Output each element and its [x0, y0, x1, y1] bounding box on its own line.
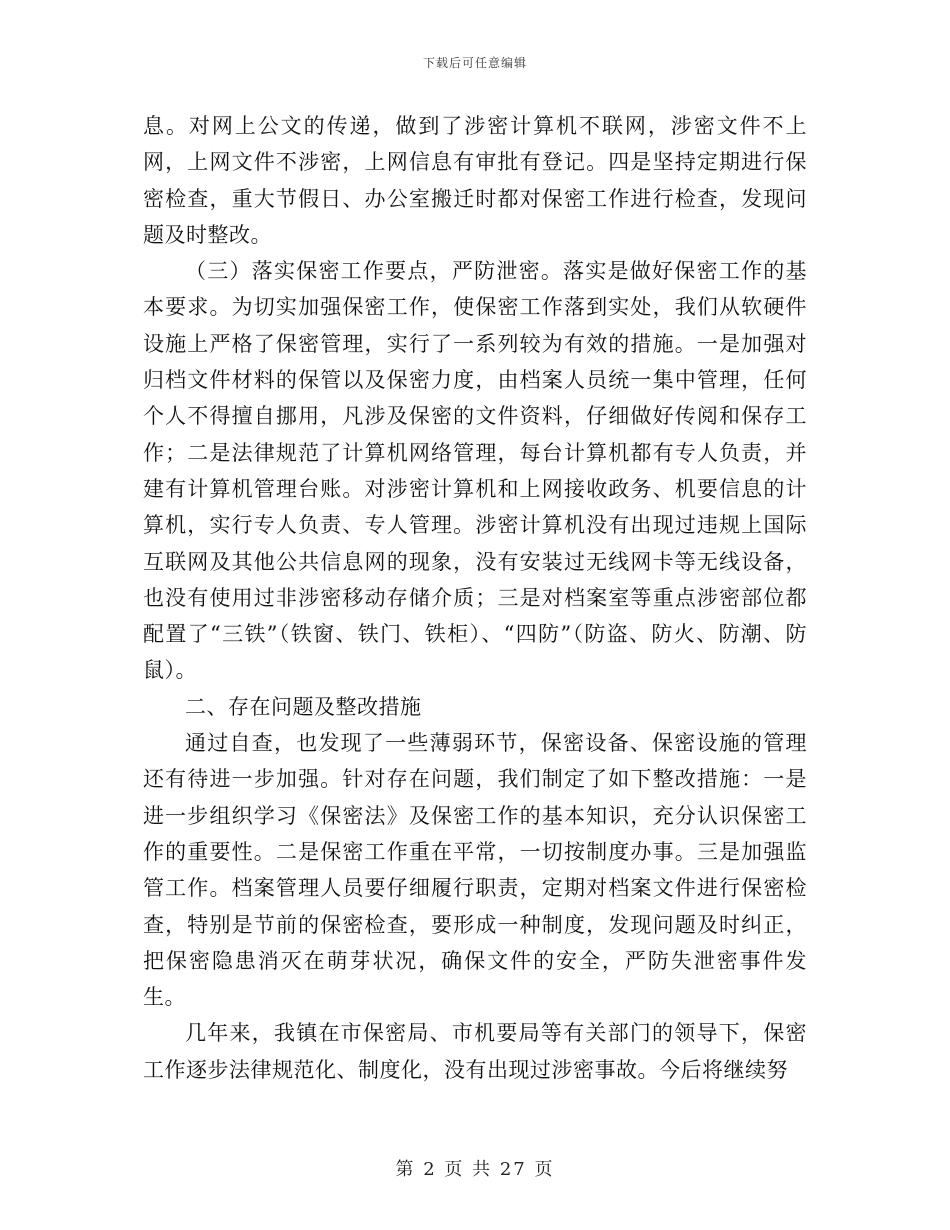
paragraph-2: （三）落实保密工作要点，严防泄密。落实是做好保密工作的基本要求。为切实加强保密工作，使保密工作落到实处，我们从软硬件设施上严格了保密管理，实行了一系列较为有效的措施。一是加强对归档文件材料的保管以及保密力度，由档案人员统一集中管理，任何个人不得擅自挪用，凡涉及保密的文件资料，仔细做好传阅和保存工作；二是法律规范了计算机网络管理，每台计算机都有专人负责，并建有计算机管理台账。对涉密计算机和上网接收政务、机要信息的计算机，实行专人负责、专人管理。涉密计算机没有出现过违规上国际互联网及其他公共信息网的现象，没有安装过无线网卡等无线设备，也没有使用过非涉密移动存储介质；三是对档案室等重点涉密部位都配置了“三铁”（铁窗、铁门、铁柜）、“四防”（防盗、防火、防潮、防鼠）。 — [143, 259, 807, 683]
section-heading: 二、存在问题及整改措施 — [185, 694, 422, 719]
document-body — [143, 108, 807, 1088]
paragraph-4: 几年来，我镇在市保密局、市机要局等有关部门的领导下，保密工作逐步法律规范化、制度化，没有出现过涉密事故。今后将继续努 — [143, 1021, 807, 1082]
paragraph-1: 息。对网上公文的传递，做到了涉密计算机不联网，涉密文件不上网，上网文件不涉密，上网信息有审批有登记。四是坚持定期进行保密检查，重大节假日、办公室搬迁时都对保密工作进行检查，发现问题及时整改。 — [143, 114, 807, 247]
paragraph-3: 通过自查，也发现了一些薄弱环节，保密设备、保密设施的管理还有待进一步加强。针对存在问题，我们制定了如下整改措施：一是进一步组织学习《保密法》及保密工作的基本知识，充分认识保密工作的重要性。二是保密工作重在平常，一切按制度办事。三是加强监管工作。档案管理人员要仔细履行职责，定期对档案文件进行保密检查，特别是节前的保密检查，要形成一种制度，发现问题及时纠正，把保密隐患消灭在萌芽状况，确保文件的安全，严防失泄密事件发生。 — [143, 731, 807, 1010]
page-number-footer: 第 2 页 共 27 页 — [395, 1159, 555, 1180]
page-header: 下载后可任意编辑 — [422, 56, 527, 70]
